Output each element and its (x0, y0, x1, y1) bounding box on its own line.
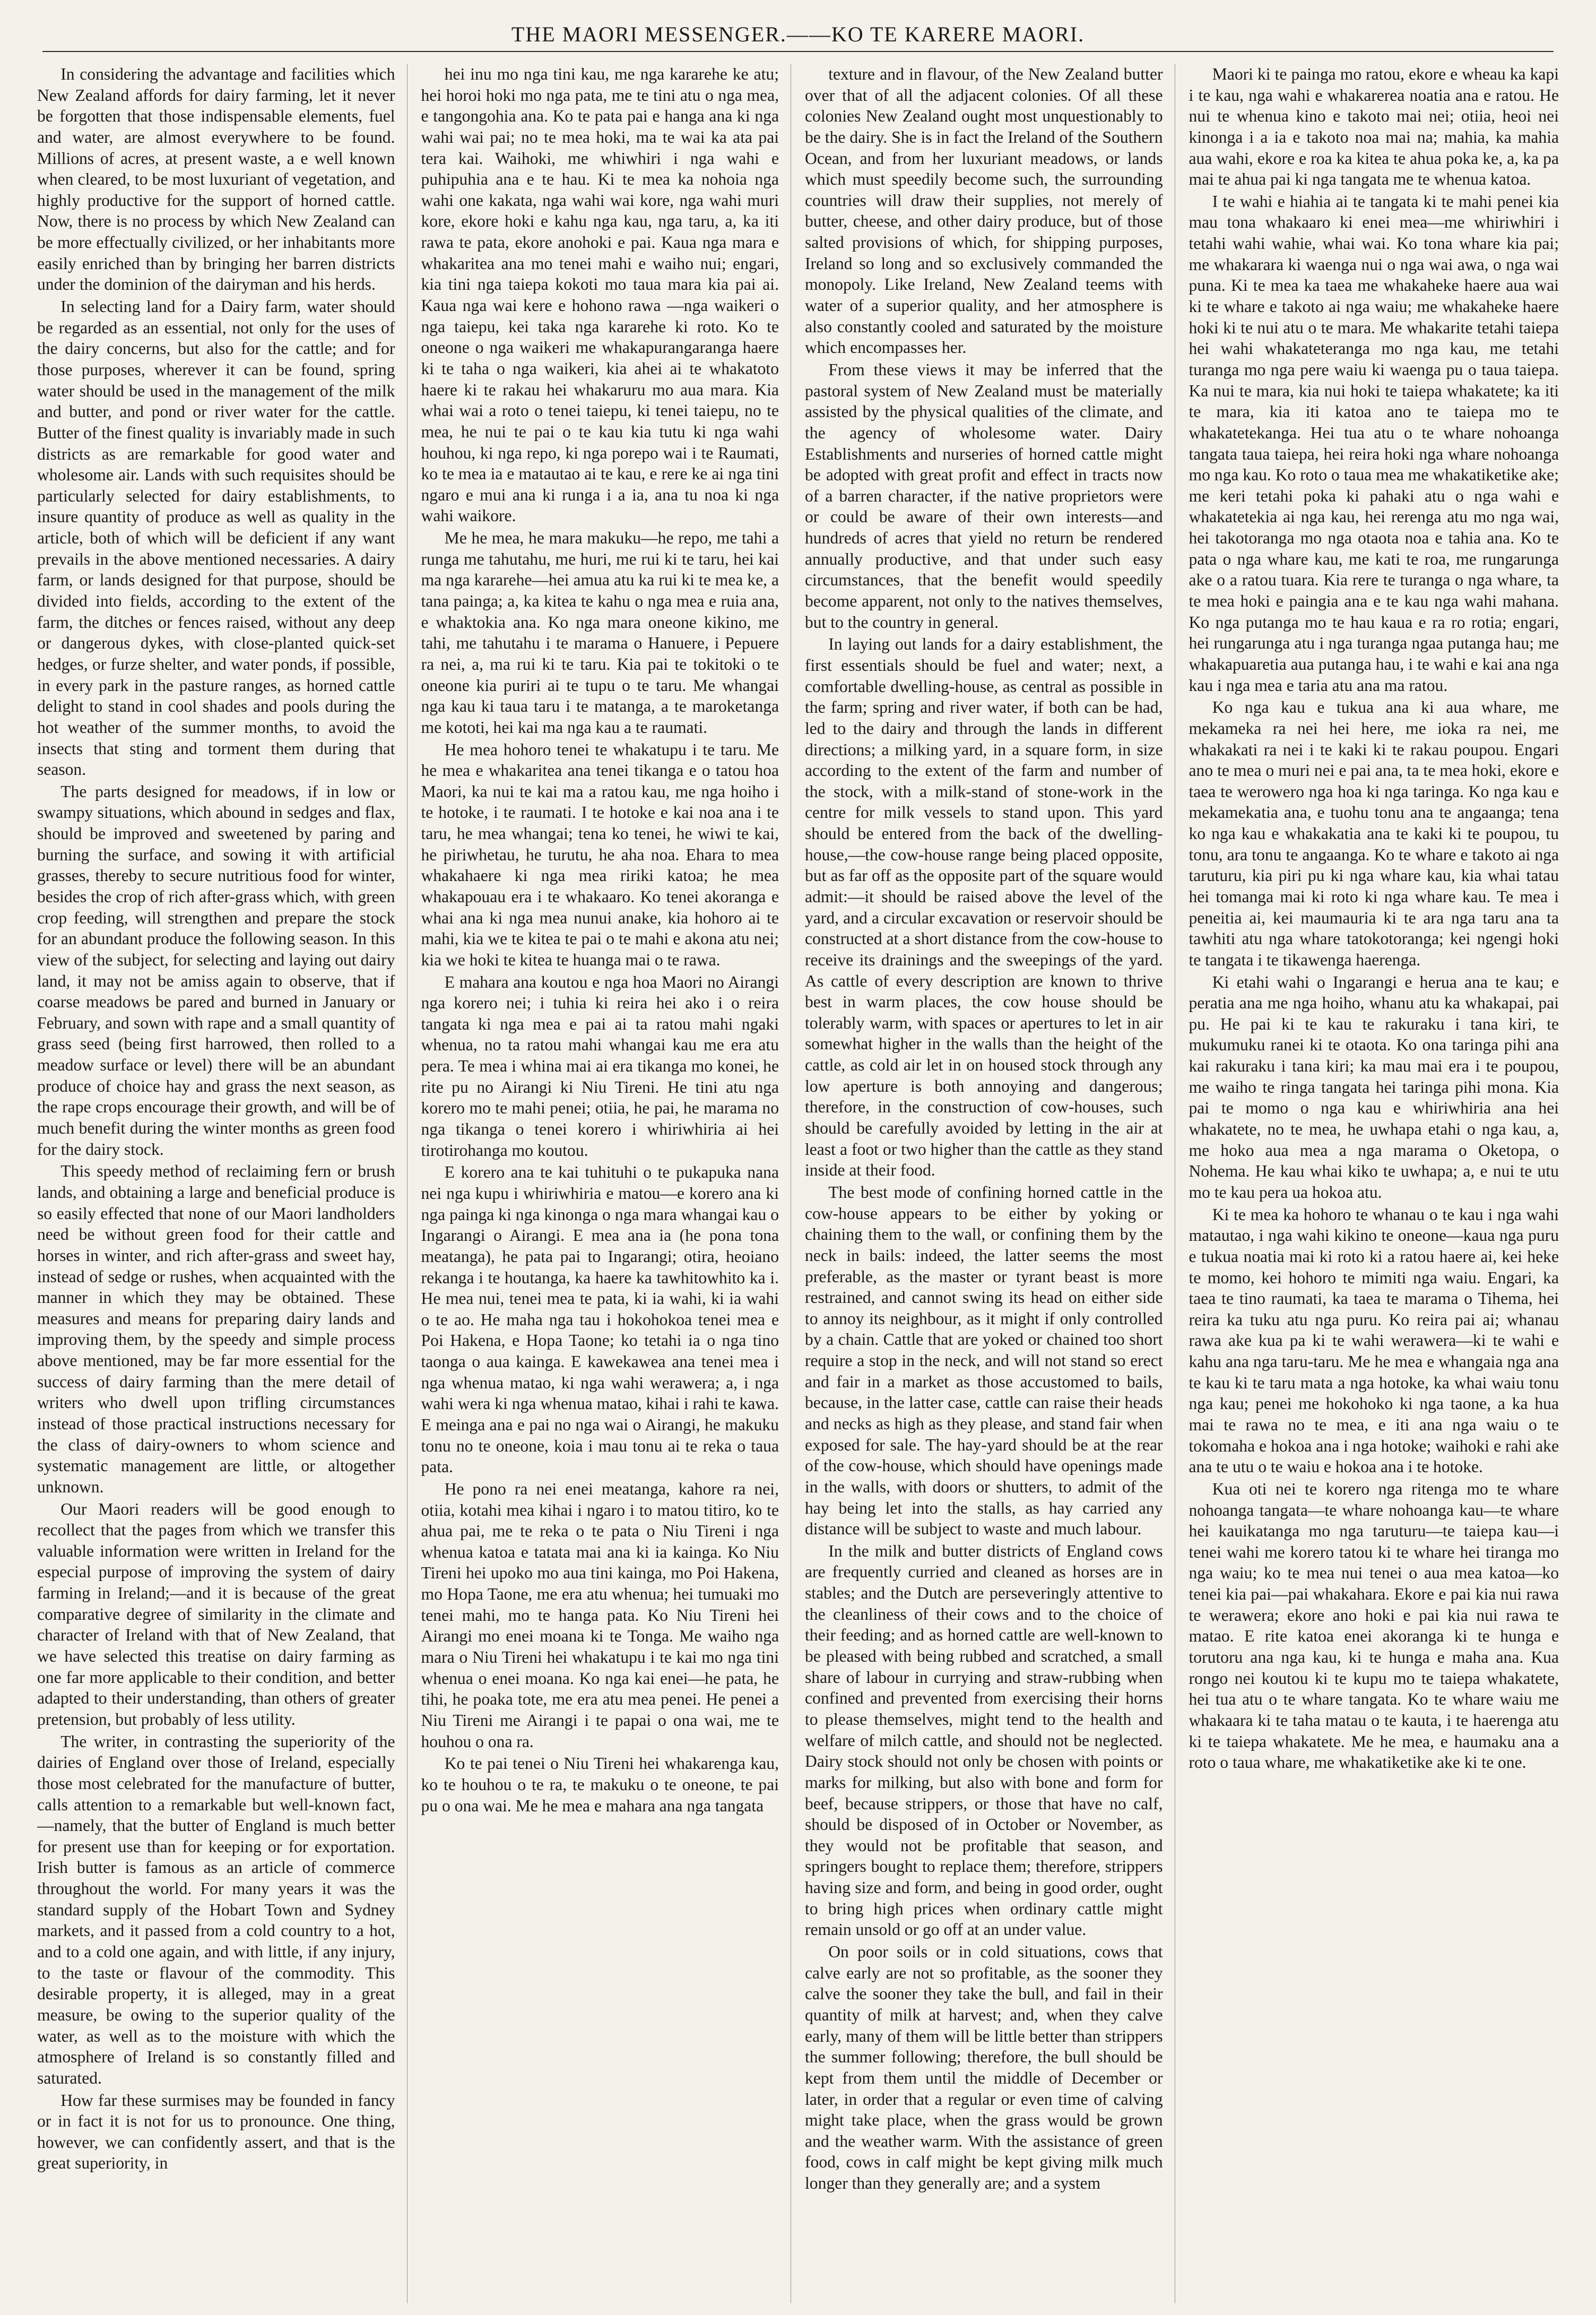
paragraph: From these views it may be inferred that the pastoral system of New Zealand must be materially assisted by the physical qualities of the climate, and the agency of wholesome water. Dairy Establishments and nurseries of horned cattle might be adopted with great profit and effect in tracts now of a barren character, if the native proprietors were or could be aware of their own interests—and hundreds of acres that yield no return be rendered annually productive, and that under such easy circumstances, that the benefit would speedily become apparent, not only to the natives themselves, but to the country in general. (805, 360, 1163, 632)
paragraph: Ki etahi wahi o Ingarangi e herua ana te kau; e peratia ana me nga hoiho, whanu atu ka whakapai, pai pu. He pai ki te kau te rakuraku i tana kiri, te mukumuku ranei ki te otaota. Ko ona taringa pihi ana kai rakuraku i tana kiri; ka mau mai era i te poupou, me waiho te ringa tangata hei taringa pihi mona. Kia pai te momo o nga kau e whiriwhiria ana hei whakatete, no te mea, he uwhapa etahi o nga kau, a, me hoko aua mea a nga marama o Oketopa, o Nohema. He kau whai kiko te uwhapa; a, e nui te utu mo te kau pera ua hokoa atu. (1189, 972, 1559, 1202)
header-rule (42, 51, 1554, 52)
paragraph: texture and in flavour, of the New Zealand butter over that of all the adjacent colonies. Of all these colonies New Zealand ought most unquestionably to be the dairy. She is in fact the Ireland of the Southern Ocean, and from her luxuriant meadows, or lands which must speedily become such, the surrounding countries will draw their supplies, not merely of butter, cheese, and other dairy produce, but of those salted provisions of which, for shipping purposes, Ireland so long and so exclusively commanded the monopoly. Like Ireland, New Zealand teems with water of a superior quality, and her atmosphere is also constantly cooled and saturated by the moisture which encompasses her. (805, 65, 1163, 357)
paragraph: Ko nga kau e tukua ana ki aua whare, me mekameka ra nei hei here, me ioka ra nei, me whakakati ra nei i te kaki ki te rakau poupou. Engari ano te mea o muri nei e pai ana, ta te mea hoki, ekore e taea te werowero nga hoa ki nga taringa. Ko nga kau e mekamekatia ana, e tuohu tonu ana te angaanga; tena ko nga kau e whakakatia ana te kaki ki te poupou, tu tonu, ara tonu te angaanga. Ko te whare e takoto ai nga taruturu, kia piri pu ki nga whare kau, kia whai tatau hei tomanga mai ki roto ki nga whare kau. Te mea i peneitia ai, kei maumauria ki te ara nga taru ana ta tawhiti atu nga whare tatokotoranga; kei ngengi hoki te tangata i te tikawenga haerenga. (1189, 698, 1559, 969)
column-4 (1189, 64, 1559, 2303)
paragraph: I te wahi e hiahia ai te tangata ki te mahi penei kia mau tona whakaaro ki enei mea—me whiriwhiri i tetahi wahi wahie, whai wai. Ko tona whare kia pai; me whakarara ki waenga nui o nga wai awa, o nga wai puna. Ki te mea ka taea me whakaheke haere aua wai ki te whare e takoto ai nga waiu; me whakaheke haere hoki ki te nui atu o te mara. Me whakarite tetahi taiepa hei wahi whakateteranga mo nga kau, me tetahi turanga mo nga pere waiu ki waenga pu o taua taiepa. Ka nui te mara, kia nui hoki te taiepa whakatete; ka iti te mara, kia iti katoa ano te taiepa mo te whakatetekanga. Hei tua atu o te whare nohoanga tangata taua taiepa, hei reira hoki nga whare nohoanga mo nga kau. Ko roto o taua mea me whakatiketike ake; me keri tetahi poka ki pahaki atu o nga wahi e whakatetekia ai nga kau, hei rerenga atu mo nga wai, hei takotoranga mo nga otaota noa e tahia ana. Ko te pata o nga whare kau, me kati te roa, me rungarunga ake o a ratou tuara. Kia rere te turanga o nga whare, ta te mea hoki e paingia ana e te kau nga wahi mahana. Ko nga putanga mo te hau kaua e ra ro rotia; engari, hei rungarunga atu i nga turanga ngaa putanga hau; me whakapuaretia aua putanga hau, i te wahi e kai ana nga kau i nga mea e taria atu ana ma ratou. (1189, 192, 1559, 695)
paragraph: E korero ana te kai tuhituhi o te pukapuka nana nei nga kupu i whiriwhiria e matou—e korero ana ki nga painga ki nga kinonga o nga mara whangai kau o Ingarangi o Airangi. E mea ana ia (he pona tona meatanga), he pata pai to Ingarangi; otira, heoiano rekanga i te houtanga, ka haere ka tawhitowhito ka i. He mea nui, tenei mea te pata, ki ia wahi, ki ia wahi o te ao. He maha nga tau i hokohokoa tenei mea e Poi Hakena, e Hopa Taone; ko tetahi ia o nga tino taonga o aua kainga. E kawekawea ana tenei mea i nga whenua matao, ki nga wahi werawera; a, i nga wahi wera ki nga whenua matao, kihai i rahi te kawa. E meinga ana e pai no nga wai o Airangi, he makuku tonu no te oneone, koia i mau tonu ai te reka o taua pata. (421, 1163, 779, 1476)
paragraph: hei inu mo nga tini kau, me nga kararehe ke atu; hei horoi hoki mo nga pata, me te tini atu o nga mea, e tangongohia ana. Ko te pata pai e hanga ana ki nga wahi wai pai; no te mea hoki, ma te wai ka ata pai tera kai. Waihoki, me whiwhiri i nga wahi e puhipuhia ana e te hau. Ki te mea ka nohoia nga wahi one kakata, nga wahi wai kore, nga wahi muri kore, ekore hoki e kahu nga kau, nga taru, a, ka iti rawa te pata, ekore anohoki e pai. Kaua nga mara e whakaritea ana mo tenei mahi e waiho nui; engari, kia tini nga taiepa kokoti mo taua mara kia pai ai. Kaua nga wai kere e hohono rawa —nga waikeri o nga taiepu, kei taka nga kararehe ki roto. Ko te oneone o nga waikeri me whakapurangaranga haere ki te taha o nga waikeri, kia ahei ai te whakatoto haere ki te rakau hei whakaruru mo aua mara. Kia whai wai a roto o tenei taiepu, ki tenei taiepu, no te mea, he nui te pai o te kau kia tutu ki nga wahi houhou, ki nga repo, ki nga porepo wai i te Raumati, ko te mea ia e matautao ai te kau, e rere ke ai nga tini ngaro e mui ana ki runga i a ia, ana tu noa ki nga wahi waikore. (421, 65, 779, 525)
paragraph: In considering the advantage and facilities which New Zealand affords for dairy farming, let it never be forgotten that those indispensable elements, fuel and water, are almost everywhere to be found. Millions of acres, at present waste, a e well known when cleared, to be most luxuriant of vegetation, and highly productive for the support of horned cattle. Now, there is no process by which New Zealand can be more effectually civilized, or her inhabitants more easily enriched than by bringing her barren districts under the dominion of the dairyman and his herds. (37, 65, 395, 294)
paragraph: E mahara ana koutou e nga hoa Maori no Airangi nga korero nei; i tuhia ki reira hei ako i o reira tangata ki nga mea e pai ai ta ratou mahi ngaki whenua, no ta ratou mahi whangai kau me era atu pera. Te mea i whina mai ai era tikanga mo konei, he rite pu no Airangi ki Niu Tireni. He tini atu nga korero mo te mahi penei; otiia, he pai, he marama no nga tikanga o tenei korero i whiriwhiria ai hei tirotirohanga mo koutou. (421, 972, 779, 1160)
paragraph: The parts designed for meadows, if in low or swampy situations, which abound in sedges and flax, should be improved and sweetened by paring and burning the surface, and sowing it with artificial grasses, thereby to secure nutritious food for winter, besides the crop of rich after-grass which, with green crop feeding, will strengthen and prepare the stock for an abundant produce the following season. In this view of the subject, for selecting and laying out dairy land, it may not be amiss again to observe, that if coarse meadows be pared and burned in January or February, and sown with rape and a small quantity of grass seed (being first harrowed, then rolled to a meadow surface or level) there will be an abundant produce of choice hay and grass the next season, as the rape crops encourage their growth, and will be of much benefit during the winter months as green food for the dairy stock. (37, 782, 395, 1159)
paragraph: In the milk and butter districts of England cows are frequently curried and cleaned as horses are in stables; and the Dutch are perseveringly attentive to the cleanliness of their cows and to the choice of their feeding; and as horned cattle are well-known to be pleased with being rubbed and scratched, a small share of labour in currying and straw-rubbing when confined and prevented from exercising their horns to please themselves, might tend to the health and welfare of milch cattle, and should not be neglected. Dairy stock should not only be chosen with points or marks for milking, but also with bone and form for beef, because strippers, or those that have no calf, should be disposed of in October or November, as they would not be profitable that season, and springers bought to replace them; therefore, strippers having size and form, and being in good order, ought to bring high prices when ordinary cattle might remain unsold or go off at an under value. (805, 1541, 1163, 1939)
masthead-title: THE MAORI MESSENGER.——KO TE KARERE MAORI. (511, 22, 1085, 46)
paragraph: On poor soils or in cold situations, cows that calve early are not so profitable, as the sooner they calve the sooner they take the bull, and fail in their quantity of milk at harvest; and, when they calve early, many of them will be little better than strippers the summer following; therefore, the bull should be kept from them until the middle of December or later, in order that a regular or even time of calving might take place, when the grass would be grown and the weather warm. With the assistance of green food, cows in calf might be kept giving milk much longer than they generally are; and a system (805, 1942, 1163, 2193)
paragraph: He pono ra nei enei meatanga, kahore ra nei, otiia, kotahi mea kihai i ngaro i to matou titiro, ko te ahua pai, me te reka o te pata o Niu Tireni i nga whenua katoa e tatata mai ana ki ia kainga. Ko Niu Tireni hei upoko mo aua tini kainga, mo Poi Hakena, mo Hopa Taone, me era atu whenua; hei tumuaki mo tenei mahi, mo te hanga pata. Ko Niu Tireni hei Airangi mo enei moana ki te Tonga. Me waiho nga mara o Niu Tireni hei whakatupu i te kai mo nga tini whenua o enei moana. Ko nga kai enei—he pata, he tihi, he poaka tote, me era atu mea penei. He penei a Niu Tireni me Airangi i te papai o ona wai, me te houhou o ona ra. (421, 1479, 779, 1751)
column-3 (805, 64, 1175, 2303)
paragraph: In laying out lands for a dairy establishment, the first essentials should be fuel and water; next, a comfortable dwelling-house, as central as possible in the farm; spring and river water, if both can be had, led to the dairy and through the lands in different directions; a milking yard, in a square form, in size according to the extent of the farm and number of the stock, with a milk-stand of stone-work in the centre for milk vessels to stand upon. This yard should be entered from the back of the dwelling-house,—the cow-house range being placed opposite, but as far off as the opposite part of the square would admit:—it should be raised above the level of the yard, and a circular excavation or reservoir should be constructed at a short distance from the cow-house to receive its drainings and the sweepings of the yard. As cattle of every description are known to thrive best in warm places, the cow house should be tolerably warm, with spaces or apertures to let in air somewhat higher in the walls than the height of the cattle, as cold air let in on housed stock through any low aperture is both annoying and dangerous; therefore, in the construction of cow-houses, such should be carefully avoided by letting in the air at least a foot or two higher than the cattle as they stand inside at their food. (805, 635, 1163, 1180)
paragraph: Our Maori readers will be good enough to recollect that the pages from which we transfer this valuable information were written in Ireland for the especial purpose of improving the system of dairy farming in Ireland;—and it is because of the great comparative degree of similarity in the climate and character of Ireland with that of New Zealand, that we have selected this treatise on dairy farming as one far more applicable to their condition, and better adapted to their understanding, than others of greater pretension, but probably of less utility. (37, 1499, 395, 1729)
paragraph: Maori ki te painga mo ratou, ekore e wheau ka kapi i te kau, nga wahi e whakarerea noatia ana e ratou. He nui te whenua kino e takoto mai nei; otiia, heoi nei kinonga i a ia e takoto noa mai na; mahia, ka mahia aua wahi, ekore e roa ka kitea te ahua poka ke, a, ka pa mai te ahua pai ki nga tangata me te whenua katoa. (1189, 65, 1559, 189)
paragraph: He mea hohoro tenei te whakatupu i te taru. Me he mea e whakaritea ana tenei tikanga e o tatou hoa Maori, ka nui te kai ma a ratou kau, me nga hoiho i te hotoke, i te raumati. I te hotoke e kai noa ana i te taru, he mea whangai; tena ko tenei, he wiwi te kai, he piriwhetau, he turutu, he aha noa. Ehara to mea whakahaere ki nga mea ririki katoa; he mea whakapouau era i te whakaaro. Ko tenei akoranga e whai ana ki nga mea nunui anake, kia hohoro ai te mahi, kia we te kitea te pai o te mahi e akona atu nei; kia we hoki te kitea te huanga mai o te rawa. (421, 740, 779, 969)
paragraph: Ki te mea ka hohoro te whanau o te kau i nga wahi matautao, i nga wahi kikino te oneone—kaua nga puru e tukua noatia mai ki roto ki a ratou haere ai, kei heke te momo, kei hohoro te mimiti nga waiu. Engari, ka taea te tino raumati, ka taea te marama o Tihema, hei reira ka tuku atu nga puru. Ko reira pai ai; whanau rawa ake kua pa ki te wahi werawera—ki te wahi e kahu ana nga taru-taru. Me he mea e whangaia nga ana te kau ki te taru mata a nga hotoke, ka whai waiu tonu nga kau; penei me hokohoko ki nga taone, a ka hua mai te rawa no te mea, e iti ana nga waiu o te tokomaha e hokoa ana i nga hotoke; waihoki e rahi ake ana te utu o te waiu e hokoa ana i te hotoke. (1189, 1205, 1559, 1476)
paragraph: The writer, in contrasting the superiority of the dairies of England over those of Ireland, especially those most celebrated for the manufacture of butter, calls attention to a remarkable but well-known fact,—namely, that the butter of England is much better for present use than for keeping or for exportation. Irish butter is famous as an article of commerce throughout the world. For many years it was the standard supply of the Hobart Town and Sydney markets, and it passed from a cold country to a hot, and to a cold one again, and with little, if any injury, to the taste or flavour of the commodity. This desirable property, it is alleged, may in a great measure, be owing to the superior quality of the water, as well as to the moisture with which the atmosphere of Ireland is so constantly filled and saturated. (37, 1732, 395, 2087)
article-columns (37, 64, 1559, 2303)
paragraph: This speedy method of reclaiming fern or brush lands, and obtaining a large and beneficial produce is so easily effected that none of our Maori landholders need be without green food for their cattle and horses in winter, and rich after-grass and sweet hay, instead of sedge or rushes, when acquainted with the manner in which they may be obtained. These measures and means for preparing dairy lands and improving them, by the speedy and simple process above mentioned, may be far more essential for the success of dairy farming than the mere detail of writers who dwell upon trifling circumstances instead of those practical instructions necessary for the class of dairy-owners to whom science and systematic management are little, or altogether unknown. (37, 1162, 395, 1496)
paragraph: Ko te pai tenei o Niu Tireni hei whakarenga kau, ko te houhou o te ra, te makuku o te oneone, te pai pu o ona wai. Me he mea e mahara ana nga tangata (421, 1754, 779, 1815)
paragraph: Me he mea, he mara makuku—he repo, me tahi a runga me tahutahu, me huri, me rui ki te taru, hei kai ma nga kararehe—hei amua atu ka rui ki te mea ke, a tana painga; a, ka kitea te kahu o nga mea e ruia ana, e whaktokia ana. Ko nga mara oneone kikino, me tahi, me tahutahu i te marama o Hanuere, i Pepuere ra nei, a, ma rui ki te taru. Kia pai te tokitoki o te oneone kia puriri ai te tupu o te taru. Me whangai nga kau ki taua taru i te matanga, a te maroketanga me kototi, hei kai ma nga kau a te raumati. (421, 529, 779, 737)
column-1 (37, 64, 407, 2303)
paragraph: Kua oti nei te korero nga ritenga mo te whare nohoanga tangata—te whare nohoanga kau—te whare hei kauikatanga mo nga taruturu—te taiepa kau—i tenei wahi me korero tatou ki te whare hei tiranga mo nga waiu; ko te mea nui tenei o aua mea katoa—ko tenei kia pai—pai whakahara. Ekore e pai kia nui rawa te werawera; ekore ano hoki e pai kia nui rawa te matao. E rite katoa enei akoranga ki te hunga e torutoru ana nga kau, ki te hunga e maha ana. Kua rongo nei koutou ki te kupu mo te taiepa whakatete, hei tua atu o te whare tangata. Ko te whare waiu me whakaara ki te taha matau o te kauta, i te haerenga atu ki te taiepa whakatete. Me he mea, e haumaku ana a roto o taua whare, me whakatiketike ake ki te one. (1189, 1479, 1559, 1772)
paragraph: How far these surmises may be founded in fancy or in fact it is not for us to pronounce. One thing, however, we can confidently assert, and that is the great superiority, in (37, 2091, 395, 2173)
column-2 (421, 64, 792, 2303)
paragraph: In selecting land for a Dairy farm, water should be regarded as an essential, not only for the uses of the dairy concerns, but also for the cattle; and for those purposes, wherever it can be found, spring water should be used in the management of the milk and butter, and pond or river water for the cattle. Butter of the finest quality is invariably made in such districts as are remarkable for good water and wholesome air. Lands with such requisites should be particularly selected for dairy establishments, to insure quantity of produce as well as quality in the article, both of which will be deficient if any want prevails in the above mentioned necessaries. A dairy farm, or lands designed for that purpose, should be divided into fields, according to the extent of the farm, the ditches or fences raised, without any deep or dangerous dykes, with close-planted quick-set hedges, or furze shelter, and water ponds, if possible, in every park in the pasture ranges, as horned cattle delight to stand in cool shades and pools during the hot weather of the summer months, to avoid the insects that sting and torment them during that season. (37, 297, 395, 779)
paragraph: The best mode of confining horned cattle in the cow-house appears to be either by yoking or chaining them to the wall, or confining them by the neck in bails: indeed, the latter seems the most preferable, as the master or tyrant beast is more restrained, and cannot swing its head on either side to annoy its neighbour, as it might if only controlled by a chain. Cattle that are yoked or chained too short require a stop in the neck, and will not stand so erect and fair in a market as those accustomed to bails, because, in the latter case, cattle can raise their heads and necks as high as they please, and stand fair when exposed for sale. The hay-yard should be at the rear of the cow-house, which should have openings made in the walls, with doors or shutters, to admit of the hay being let into the stalls, as hay carried any distance will be subject to waste and much labour. (805, 1182, 1163, 1539)
